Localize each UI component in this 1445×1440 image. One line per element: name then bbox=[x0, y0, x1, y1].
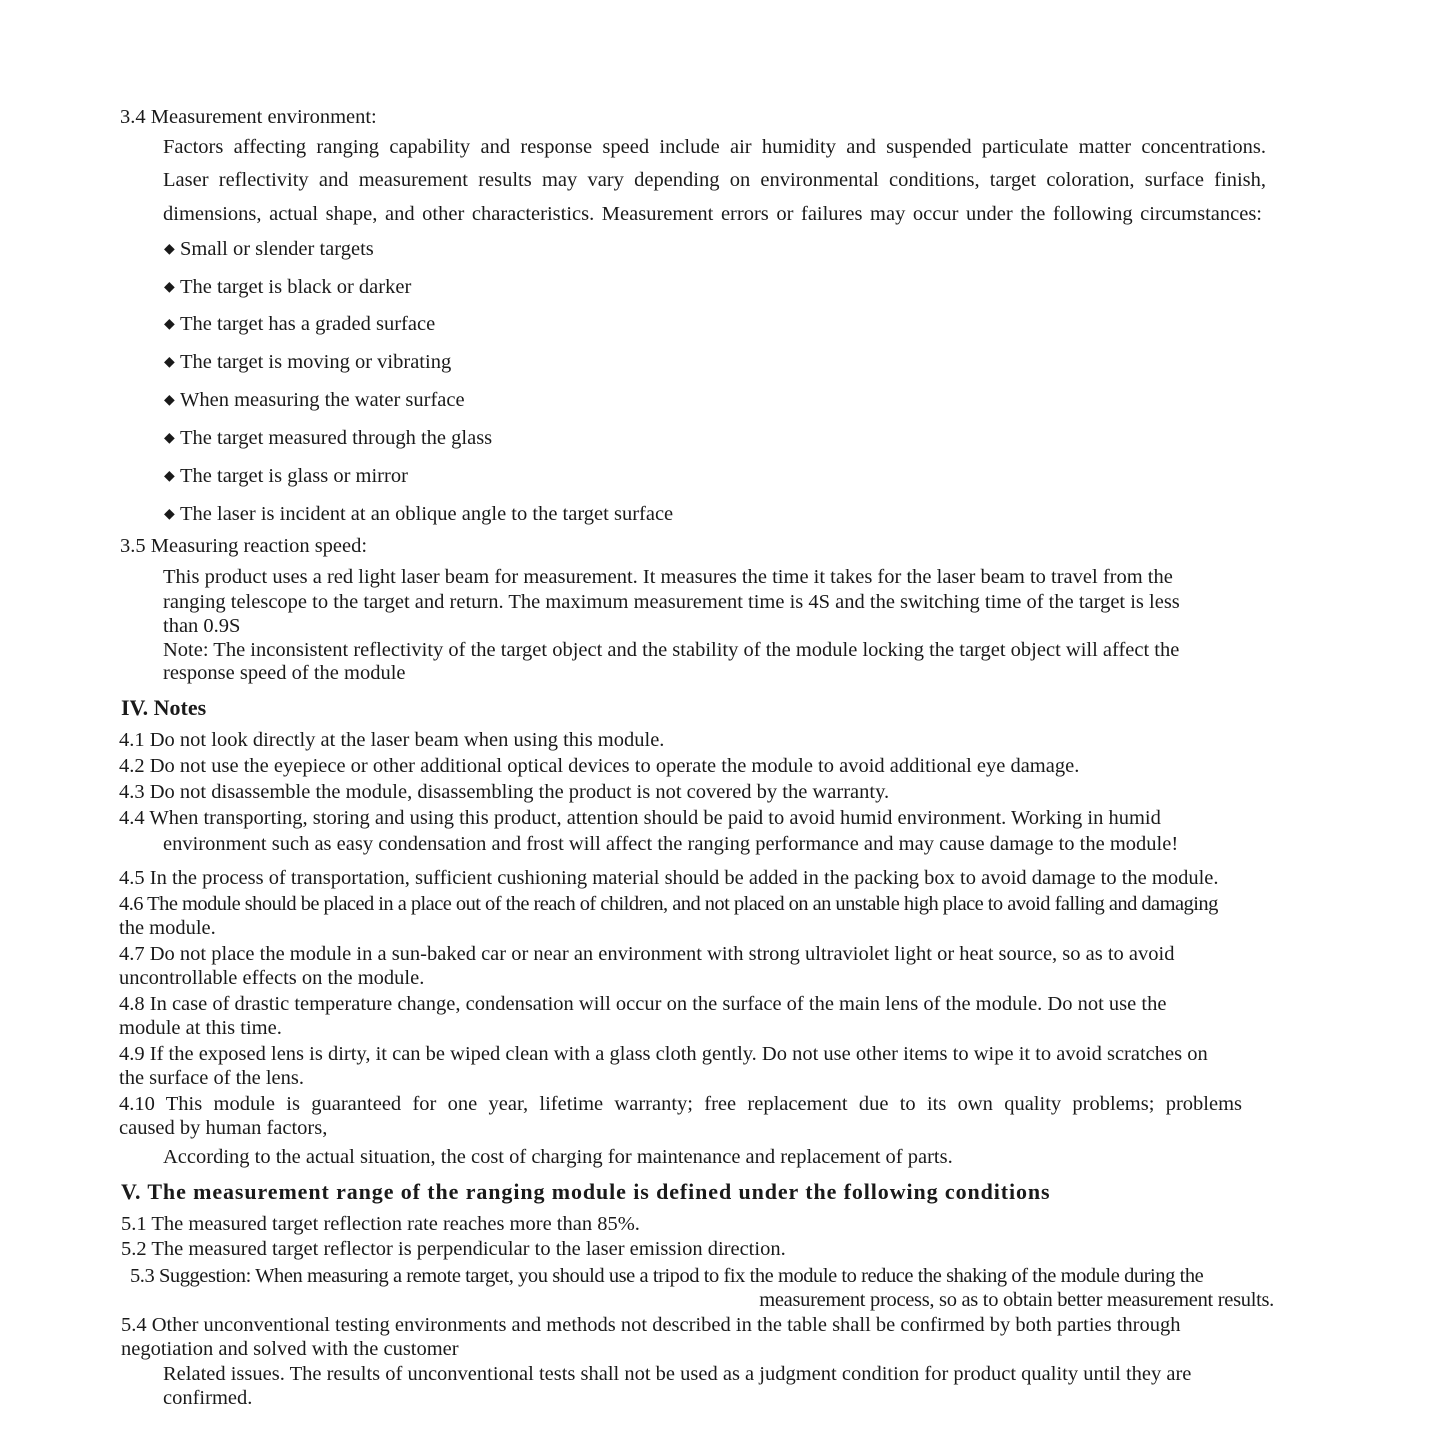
note-item: 4.9 If the exposed lens is dirty, it can be wiped clean with a glass cloth gently. Do not use other items to wipe it to avoid scratches on bbox=[119, 1043, 1208, 1065]
list-item-text: The target has a graded surface bbox=[180, 313, 436, 335]
diamond-bullet-icon: ◆ bbox=[164, 431, 175, 446]
diamond-bullet-icon: ◆ bbox=[164, 507, 175, 522]
list-item bbox=[164, 312, 435, 337]
condition-item: 5.2 The measured target reflector is perpendicular to the laser emission direction. bbox=[121, 1238, 786, 1260]
list-item-text: The target measured through the glass bbox=[180, 427, 493, 449]
note-line: response speed of the module bbox=[163, 662, 406, 684]
list-item bbox=[164, 275, 411, 300]
condition-item: confirmed. bbox=[163, 1387, 253, 1409]
list-item-text: Small or slender targets bbox=[180, 238, 374, 260]
list-item-text: The target is black or darker bbox=[180, 276, 412, 298]
condition-item: Related issues. The results of unconventional tests shall not be used as a judgment condition for product quality until they are bbox=[163, 1363, 1192, 1385]
note-item: 4.3 Do not disassemble the module, disassembling the product is not covered by the warranty. bbox=[119, 781, 890, 803]
note-item: uncontrollable effects on the module. bbox=[119, 967, 425, 989]
diamond-bullet-icon: ◆ bbox=[164, 355, 175, 370]
note-item: 4.2 Do not use the eyepiece or other additional optical devices to operate the module to avoid additional eye damage. bbox=[119, 755, 1080, 777]
diamond-bullet-icon: ◆ bbox=[164, 242, 175, 257]
diamond-bullet-icon: ◆ bbox=[164, 469, 175, 484]
list-item bbox=[164, 237, 374, 262]
paragraph-line: ranging telescope to the target and return. The maximum measurement time is 4S and the switching time of the target is less bbox=[163, 591, 1180, 613]
paragraph-line: dimensions, actual shape, and other characteristics. Measurement errors or failures may occur under the following circumstances: bbox=[163, 203, 1262, 225]
list-item bbox=[164, 350, 451, 375]
note-item: 4.5 In the process of transportation, sufficient cushioning material should be added in the packing box to avoid damage to the module. bbox=[119, 867, 1219, 889]
list-item bbox=[164, 426, 492, 451]
list-item-text: When measuring the water surface bbox=[180, 389, 465, 411]
note-item: 4.7 Do not place the module in a sun-baked car or near an environment with strong ultraviolet light or heat source, so as to avoid bbox=[119, 943, 1175, 965]
note-item: the surface of the lens. bbox=[119, 1067, 304, 1089]
section-heading-3-5: 3.5 Measuring reaction speed: bbox=[120, 535, 368, 557]
section-heading-iv: IV. Notes bbox=[121, 695, 207, 720]
paragraph-line: than 0.9S bbox=[163, 615, 241, 637]
paragraph-line: Laser reflectivity and measurement results may vary depending on environmental conditions, target coloration, surface finish, bbox=[163, 169, 1266, 191]
diamond-bullet-icon: ◆ bbox=[164, 317, 175, 332]
note-item: module at this time. bbox=[119, 1017, 282, 1039]
note-item: environment such as easy condensation and frost will affect the ranging performance and may cause damage to the module! bbox=[163, 833, 1179, 855]
condition-item: 5.1 The measured target reflection rate reaches more than 85%. bbox=[121, 1213, 640, 1235]
note-item: 4.4 When transporting, storing and using this product, attention should be paid to avoid humid environment. Working in humid bbox=[119, 807, 1161, 829]
condition-item: negotiation and solved with the customer bbox=[121, 1338, 459, 1360]
note-item: According to the actual situation, the cost of charging for maintenance and replacement of parts. bbox=[163, 1146, 953, 1168]
section-heading-v: V. The measurement range of the ranging module is defined under the following conditions bbox=[121, 1179, 1051, 1204]
paragraph-line: This product uses a red light laser beam for measurement. It measures the time it takes for the laser beam to travel from the bbox=[163, 566, 1173, 588]
note-item: 4.6 The module should be placed in a place out of the reach of children, and not placed on an unstable high place to avoid falling and damaging bbox=[119, 893, 1218, 915]
list-item bbox=[164, 502, 673, 527]
list-item-text: The target is glass or mirror bbox=[180, 465, 408, 487]
note-item: 4.10 This module is guaranteed for one year, lifetime warranty; free replacement due to its own quality problems; problems bbox=[119, 1093, 1242, 1115]
paragraph-line: Factors affecting ranging capability and response speed include air humidity and suspended particulate matter concentrations. bbox=[163, 136, 1266, 158]
list-item bbox=[164, 388, 465, 413]
note-item: the module. bbox=[119, 917, 216, 939]
note-item: caused by human factors, bbox=[119, 1117, 328, 1139]
list-item-text: The laser is incident at an oblique angle to the target surface bbox=[180, 503, 674, 525]
list-item bbox=[164, 464, 408, 489]
list-item-text: The target is moving or vibrating bbox=[180, 351, 452, 373]
diamond-bullet-icon: ◆ bbox=[164, 280, 175, 295]
condition-item: measurement process, so as to obtain better measurement results. bbox=[759, 1289, 1274, 1311]
note-line: Note: The inconsistent reflectivity of the target object and the stability of the module locking the target object will affect the bbox=[163, 639, 1180, 661]
section-heading-3-4: 3.4 Measurement environment: bbox=[120, 106, 377, 128]
note-item: 4.8 In case of drastic temperature change, condensation will occur on the surface of the main lens of the module. Do not use the bbox=[119, 993, 1167, 1015]
diamond-bullet-icon: ◆ bbox=[164, 393, 175, 408]
condition-item: 5.4 Other unconventional testing environments and methods not described in the table shall be confirmed by both parties through bbox=[121, 1314, 1181, 1336]
note-item: 4.1 Do not look directly at the laser beam when using this module. bbox=[119, 729, 665, 751]
condition-item: 5.3 Suggestion: When measuring a remote target, you should use a tripod to fix the module to reduce the shaking of the module during the bbox=[130, 1265, 1204, 1287]
